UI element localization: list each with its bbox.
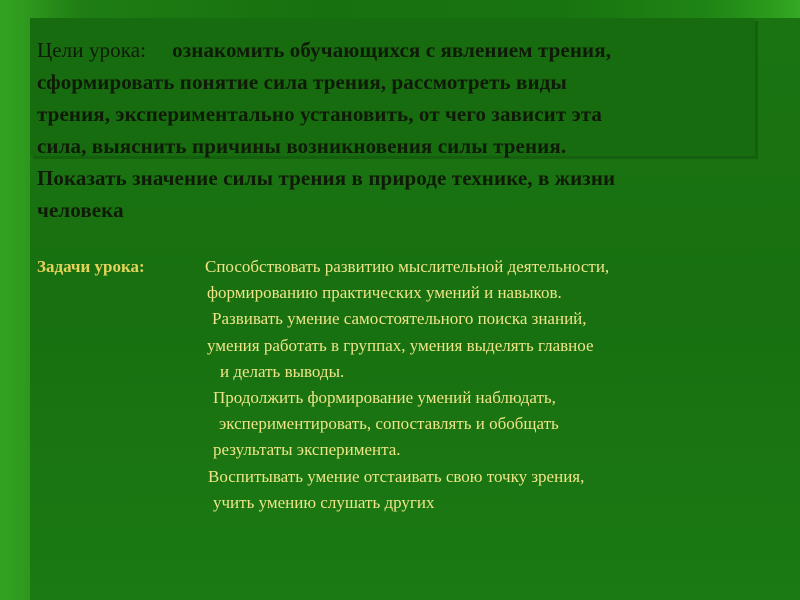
tasks-line-6: Продолжить формирование умений наблюдать, [213, 388, 556, 408]
goals-line-2: сформировать понятие сила трения, рассмотреть виды [37, 70, 567, 94]
tasks-line-3: Развивать умение самостоятельного поиска знаний, [212, 309, 587, 329]
tasks-line-1: Способствовать развитию мыслительной деятельности, [205, 257, 610, 276]
tasks-line-10: учить умению слушать других [213, 492, 435, 512]
goals-label: Цели урока: [37, 38, 147, 62]
goals-line-3: трения, экспериментально установить, от чего зависит эта [37, 102, 603, 126]
goals-line-4: сила, выяснить причины возникновения силы трения. [37, 134, 567, 158]
tasks-line-9: Воспитывать умение отстаивать свою точку зрения, [208, 466, 585, 486]
goals-line-6: человека [37, 198, 124, 222]
tasks-line-2: формированию практических умений и навыков. [207, 283, 562, 303]
goals-line-1 [37, 34, 787, 66]
tasks-line-4: умения работать в группах, умения выделять главное [207, 335, 594, 355]
goals-line-5: Показать значение силы трения в природе технике, в жизни [37, 166, 616, 190]
lesson-tasks-block [37, 254, 777, 516]
tasks-label: Задачи урока: [37, 257, 145, 276]
tasks-line-8: результаты эксперимента. [213, 440, 401, 460]
tasks-line-7: экспериментировать, сопоставлять и обобщать [219, 414, 559, 434]
lesson-goals-block [37, 34, 787, 226]
goals-text: ознакомить обучающихся с явлением трения, [172, 38, 612, 62]
tasks-line-5: и делать выводы. [220, 361, 345, 381]
